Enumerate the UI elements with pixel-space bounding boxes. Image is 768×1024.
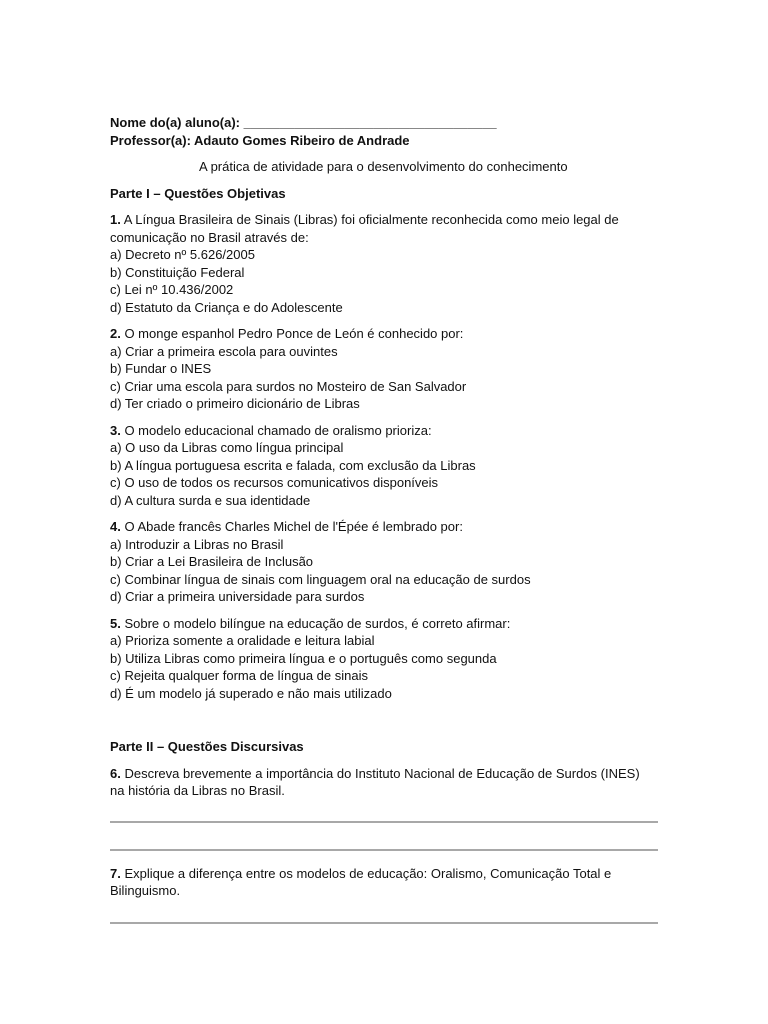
option-a: a) Decreto nº 5.626/2005 (110, 247, 255, 262)
worksheet-subtitle: A prática de atividade para o desenvolvimento do conhecimento (199, 159, 568, 174)
question-number: 5. (110, 615, 121, 631)
question-number: 7. (110, 865, 121, 881)
question-body: Sobre o modelo bilíngue na educação de surdos, é correto afirmar: (120, 615, 511, 631)
question-text (110, 325, 650, 343)
question-text (110, 765, 650, 800)
option-c: c) Lei nº 10.436/2002 (110, 282, 234, 297)
option-a: a) O uso da Libras como língua principal (110, 440, 344, 455)
question-text (110, 615, 650, 633)
question-4 (110, 518, 670, 606)
option-a: a) Criar a primeira escola para ouvintes (110, 343, 338, 359)
option-d: d) Estatuto da Criança e do Adolescente (110, 299, 343, 315)
question-text (110, 518, 650, 536)
question-7 (110, 865, 670, 924)
question-body: Explique a diferença entre os modelos de educação: Oralismo, Comunicação Total e Bilinguismo. (110, 865, 612, 898)
option-b: b) Criar a Lei Brasileira de Inclusão (110, 554, 314, 569)
option-b: b) Fundar o INES (110, 361, 212, 376)
question-body: O Abade francês Charles Michel de l'Épée é lembrado por: (120, 519, 463, 534)
question-3 (110, 422, 670, 510)
question-number: 4. (110, 519, 121, 534)
answer-line[interactable] (110, 849, 658, 851)
answer-line[interactable] (110, 821, 658, 823)
header (110, 114, 670, 149)
question-number: 1. (110, 212, 121, 227)
question-number: 2. (110, 326, 121, 341)
question-text (110, 865, 650, 900)
option-c: c) Combinar língua de sinais com linguagem oral na educação de surdos (110, 571, 531, 587)
question-2 (110, 325, 670, 413)
option-d: d) É um modelo já superado e não mais utilizado (110, 685, 392, 701)
part1-title: Parte I – Questões Objetivas (110, 185, 286, 201)
option-c: c) Rejeita qualquer forma de língua de sinais (110, 668, 368, 683)
student-name-label: Nome do(a) aluno(a): ___________________________________ (110, 115, 497, 130)
question-text (110, 211, 650, 246)
option-a: a) Prioriza somente a oralidade e leitura labial (110, 633, 375, 648)
worksheet-page (110, 114, 670, 924)
question-6 (110, 765, 670, 851)
teacher-name-label: Professor(a): Adauto Gomes Ribeiro de Andrade (110, 132, 410, 148)
question-1 (110, 211, 670, 316)
option-d: d) A cultura surda e sua identidade (110, 492, 311, 508)
question-5 (110, 615, 670, 703)
option-b: b) Constituição Federal (110, 264, 245, 280)
answer-line[interactable] (110, 922, 658, 924)
question-body: O monge espanhol Pedro Ponce de León é conhecido por: (120, 326, 464, 341)
option-b: b) Utiliza Libras como primeira língua e o português como segunda (110, 650, 497, 666)
question-text (110, 422, 650, 440)
option-b: b) A língua portuguesa escrita e falada, com exclusão da Libras (110, 457, 476, 473)
option-d: d) Criar a primeira universidade para surdos (110, 589, 365, 604)
option-a: a) Introduzir a Libras no Brasil (110, 536, 284, 552)
option-d: d) Ter criado o primeiro dicionário de Libras (110, 396, 360, 411)
question-body: A Língua Brasileira de Sinais (Libras) foi oficialmente reconhecida como meio legal de comunicação no Brasil através de: (110, 212, 619, 245)
option-c: c) Criar uma escola para surdos no Mosteiro de San Salvador (110, 378, 467, 394)
question-body: O modelo educacional chamado de oralismo prioriza: (120, 422, 432, 438)
part2-title: Parte II – Questões Discursivas (110, 739, 304, 754)
option-c: c) O uso de todos os recursos comunicativos disponíveis (110, 475, 439, 490)
question-body: Descreva brevemente a importância do Instituto Nacional de Educação de Surdos (INES) na história da Libras no Brasil. (110, 765, 640, 798)
question-number: 6. (110, 765, 121, 781)
question-number: 3. (110, 422, 121, 438)
